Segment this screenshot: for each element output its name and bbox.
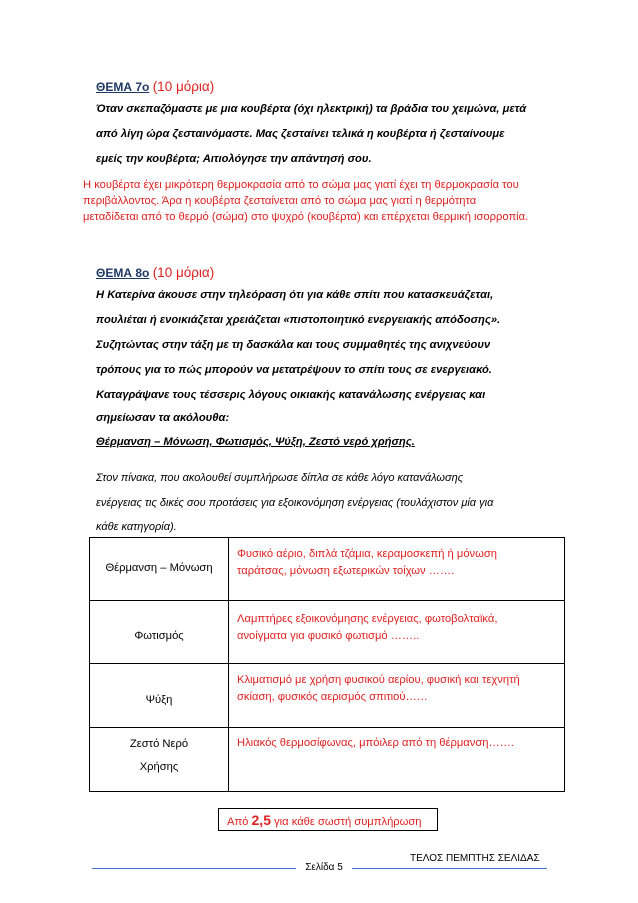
category-cell — [90, 538, 229, 601]
category-label: Ψύξη — [145, 694, 173, 706]
theme7-question-line: Όταν σκεπαζόμαστε με μια κουβέρτα (όχι ηλεκτρική) τα βράδια του χειμώνα, μετά — [96, 103, 527, 115]
answer-line: Κλιματισμό με χρήση φυσικού αερίου, φυσική και τεχνητή — [237, 674, 520, 686]
theme7-answer-line: μεταδίδεται από το θερμό (σώμα) στο ψυχρό (κουβέρτα) και επέρχεται θερμική ισορροπία. — [83, 211, 529, 223]
score-note-suffix: για κάθε σωστή συμπλήρωση — [270, 816, 422, 828]
table-row — [90, 601, 565, 664]
score-note-value: 2,5 — [251, 812, 271, 828]
answer-cell — [229, 728, 565, 792]
category-label: Ζεστό Νερό — [129, 738, 189, 750]
score-note — [218, 808, 438, 831]
theme8-heading — [96, 265, 214, 280]
theme7-answer-line: περιβάλλοντος. Άρα η κουβέρτα ζεσταίνεται από το σώμα μας γιατί η θερμότητα — [83, 195, 477, 207]
theme8-question-line: Συζητώντας στην τάξη με τη δασκάλα και τους συμμαθητές της ανιχνεύουν — [96, 339, 491, 351]
energy-saving-table — [89, 537, 565, 792]
answer-cell — [229, 664, 565, 728]
answer-line: Φυσικό αέριο, διπλά τζάμια, κεραμοσκεπή ή μόνωση — [237, 548, 497, 560]
theme8-label: ΘΕΜΑ 8ο — [96, 266, 150, 280]
theme8-question-line: Η Κατερίνα άκουσε στην τηλεόραση ότι για κάθε σπίτι που κατασκευάζεται, — [96, 289, 494, 301]
theme8-instruction-line: Στον πίνακα, που ακολουθεί συμπλήρωσε δίπλα σε κάθε λόγο κατανάλωσης — [96, 472, 464, 484]
theme8-question-line: Καταγράψανε τους τέσσερις λόγους οικιακής κατανάλωσης ενέργειας και — [96, 389, 486, 401]
answer-cell — [229, 601, 565, 664]
theme7-question-line: από λίγη ώρα ζεσταινόμαστε. Μας ζεσταίνει τελικά η κουβέρτα ή ζεσταίνουμε — [96, 128, 505, 140]
score-note-prefix: Από — [227, 816, 252, 828]
theme7-label: ΘΕΜΑ 7ο — [96, 80, 150, 94]
theme8-question-line: σημείωσαν τα ακόλουθα: — [96, 412, 230, 424]
table-row — [90, 664, 565, 728]
category-label: Χρήσης — [139, 761, 179, 773]
category-label: Θέρμανση – Μόνωση — [105, 562, 213, 574]
page-number: Σελίδα 5 — [296, 862, 352, 878]
theme7-answer-line: Η κουβέρτα έχει μικρότερη θερμοκρασία από το σώμα μας γιατί έχει τη θερμοκρασία του — [83, 179, 519, 191]
answer-line: Ηλιακός θερμοσίφωνας, μπόιλερ από τη θέρμανση……. — [237, 737, 514, 749]
category-label: Φωτισμός — [134, 630, 184, 642]
theme8-instruction-line: ενέργειας τις δικές σου προτάσεις για εξοικονόμηση ενέργειας (τουλάχιστον μία για — [96, 497, 494, 509]
category-cell — [90, 601, 229, 664]
answer-line: ανοίγματα για φυσικό φωτισμό …….. — [237, 630, 420, 642]
theme7-points: (10 μόρια) — [152, 79, 215, 94]
theme8-instruction-line: κάθε κατηγορία). — [96, 521, 177, 533]
table-row — [90, 538, 565, 601]
category-cell — [90, 664, 229, 728]
table-row — [90, 728, 565, 792]
theme8-question-line: τρόπους για το πώς μπορούν να μετατρέψουν το σπίτι τους σε ενεργειακό. — [96, 364, 492, 376]
end-of-page-note: ΤΕΛΟΣ ΠΕΜΠΤΗΣ ΣΕΛΙΔΑΣ — [410, 853, 540, 864]
theme7-question-line: εμείς την κουβέρτα; Αιτιολόγησε την απάντησή σου. — [96, 153, 372, 165]
answer-line: Λαμπτήρες εξοικονόμησης ενέργειας, φωτοβολταϊκά, — [237, 613, 498, 625]
answer-cell — [229, 538, 565, 601]
theme7-heading — [96, 79, 214, 94]
answer-line: σκίαση, φυσικός αερισμός σπιτιού…… — [237, 691, 428, 703]
category-cell — [90, 728, 229, 792]
answer-line: ταράτσας, μόνωση εξωτερικών τοίχων ……. — [237, 565, 455, 577]
theme8-categories-line: Θέρμανση – Μόνωση, Φωτισμός, Ψύξη, Ζεστό νερό χρήσης. — [96, 436, 415, 448]
theme8-points: (10 μόρια) — [152, 265, 215, 280]
theme8-question-line: πουλιέται ή ενοικιάζεται χρειάζεται «πιστοποιητικό ενεργειακής απόδοσης». — [96, 314, 501, 326]
